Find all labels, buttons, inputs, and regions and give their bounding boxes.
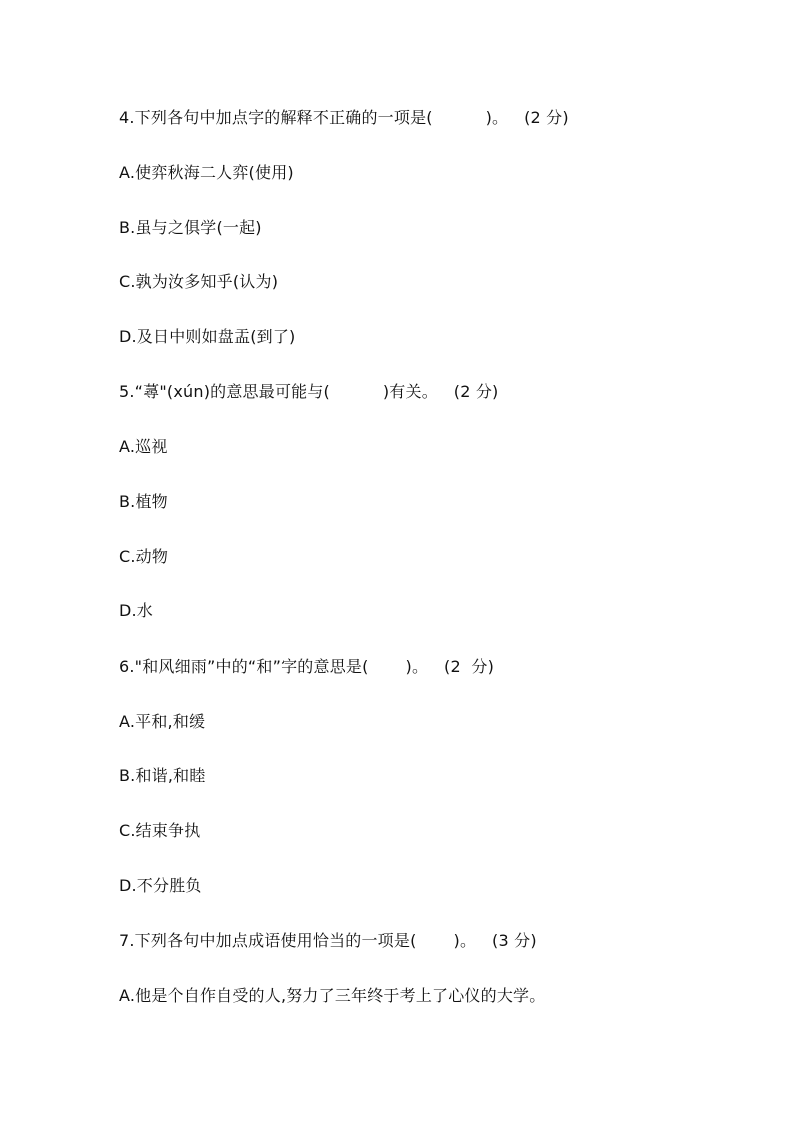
- question-6-stem: 6."和风细雨”中的“和”字的意思是( )。 (2 分): [119, 657, 495, 676]
- question-4-option-a: A.使弈秋海二人弈(使用): [119, 163, 294, 182]
- question-4-stem: 4.下列各句中加点字的解释不正确的一项是( )。 (2 分): [119, 108, 569, 127]
- question-5-option-d: D.水: [119, 601, 154, 620]
- question-5-option-a: A.巡视: [119, 437, 168, 456]
- question-7-option-a: A.他是个自作自受的人,努力了三年终于考上了心仪的大学。: [119, 986, 546, 1005]
- question-4-option-b: B.虽与之俱学(一起): [119, 218, 262, 237]
- question-5-stem: 5.“蕁"(xún)的意思最可能与( )有关。 (2 分): [119, 382, 499, 401]
- question-5-option-b: B.植物: [119, 492, 168, 511]
- question-7-stem: 7.下列各句中加点成语使用恰当的一项是( )。 (3 分): [119, 931, 537, 950]
- question-4-option-c: C.孰为汝多知乎(认为): [119, 272, 279, 291]
- question-6-option-d: D.不分胜负: [119, 876, 202, 895]
- question-6-option-b: B.和谐,和睦: [119, 766, 206, 785]
- question-4-option-d: D.及日中则如盘盂(到了): [119, 327, 296, 346]
- question-6-option-a: A.平和,和缓: [119, 712, 206, 731]
- question-5-option-c: C.动物: [119, 547, 169, 566]
- question-6-option-c: C.结束争执: [119, 821, 201, 840]
